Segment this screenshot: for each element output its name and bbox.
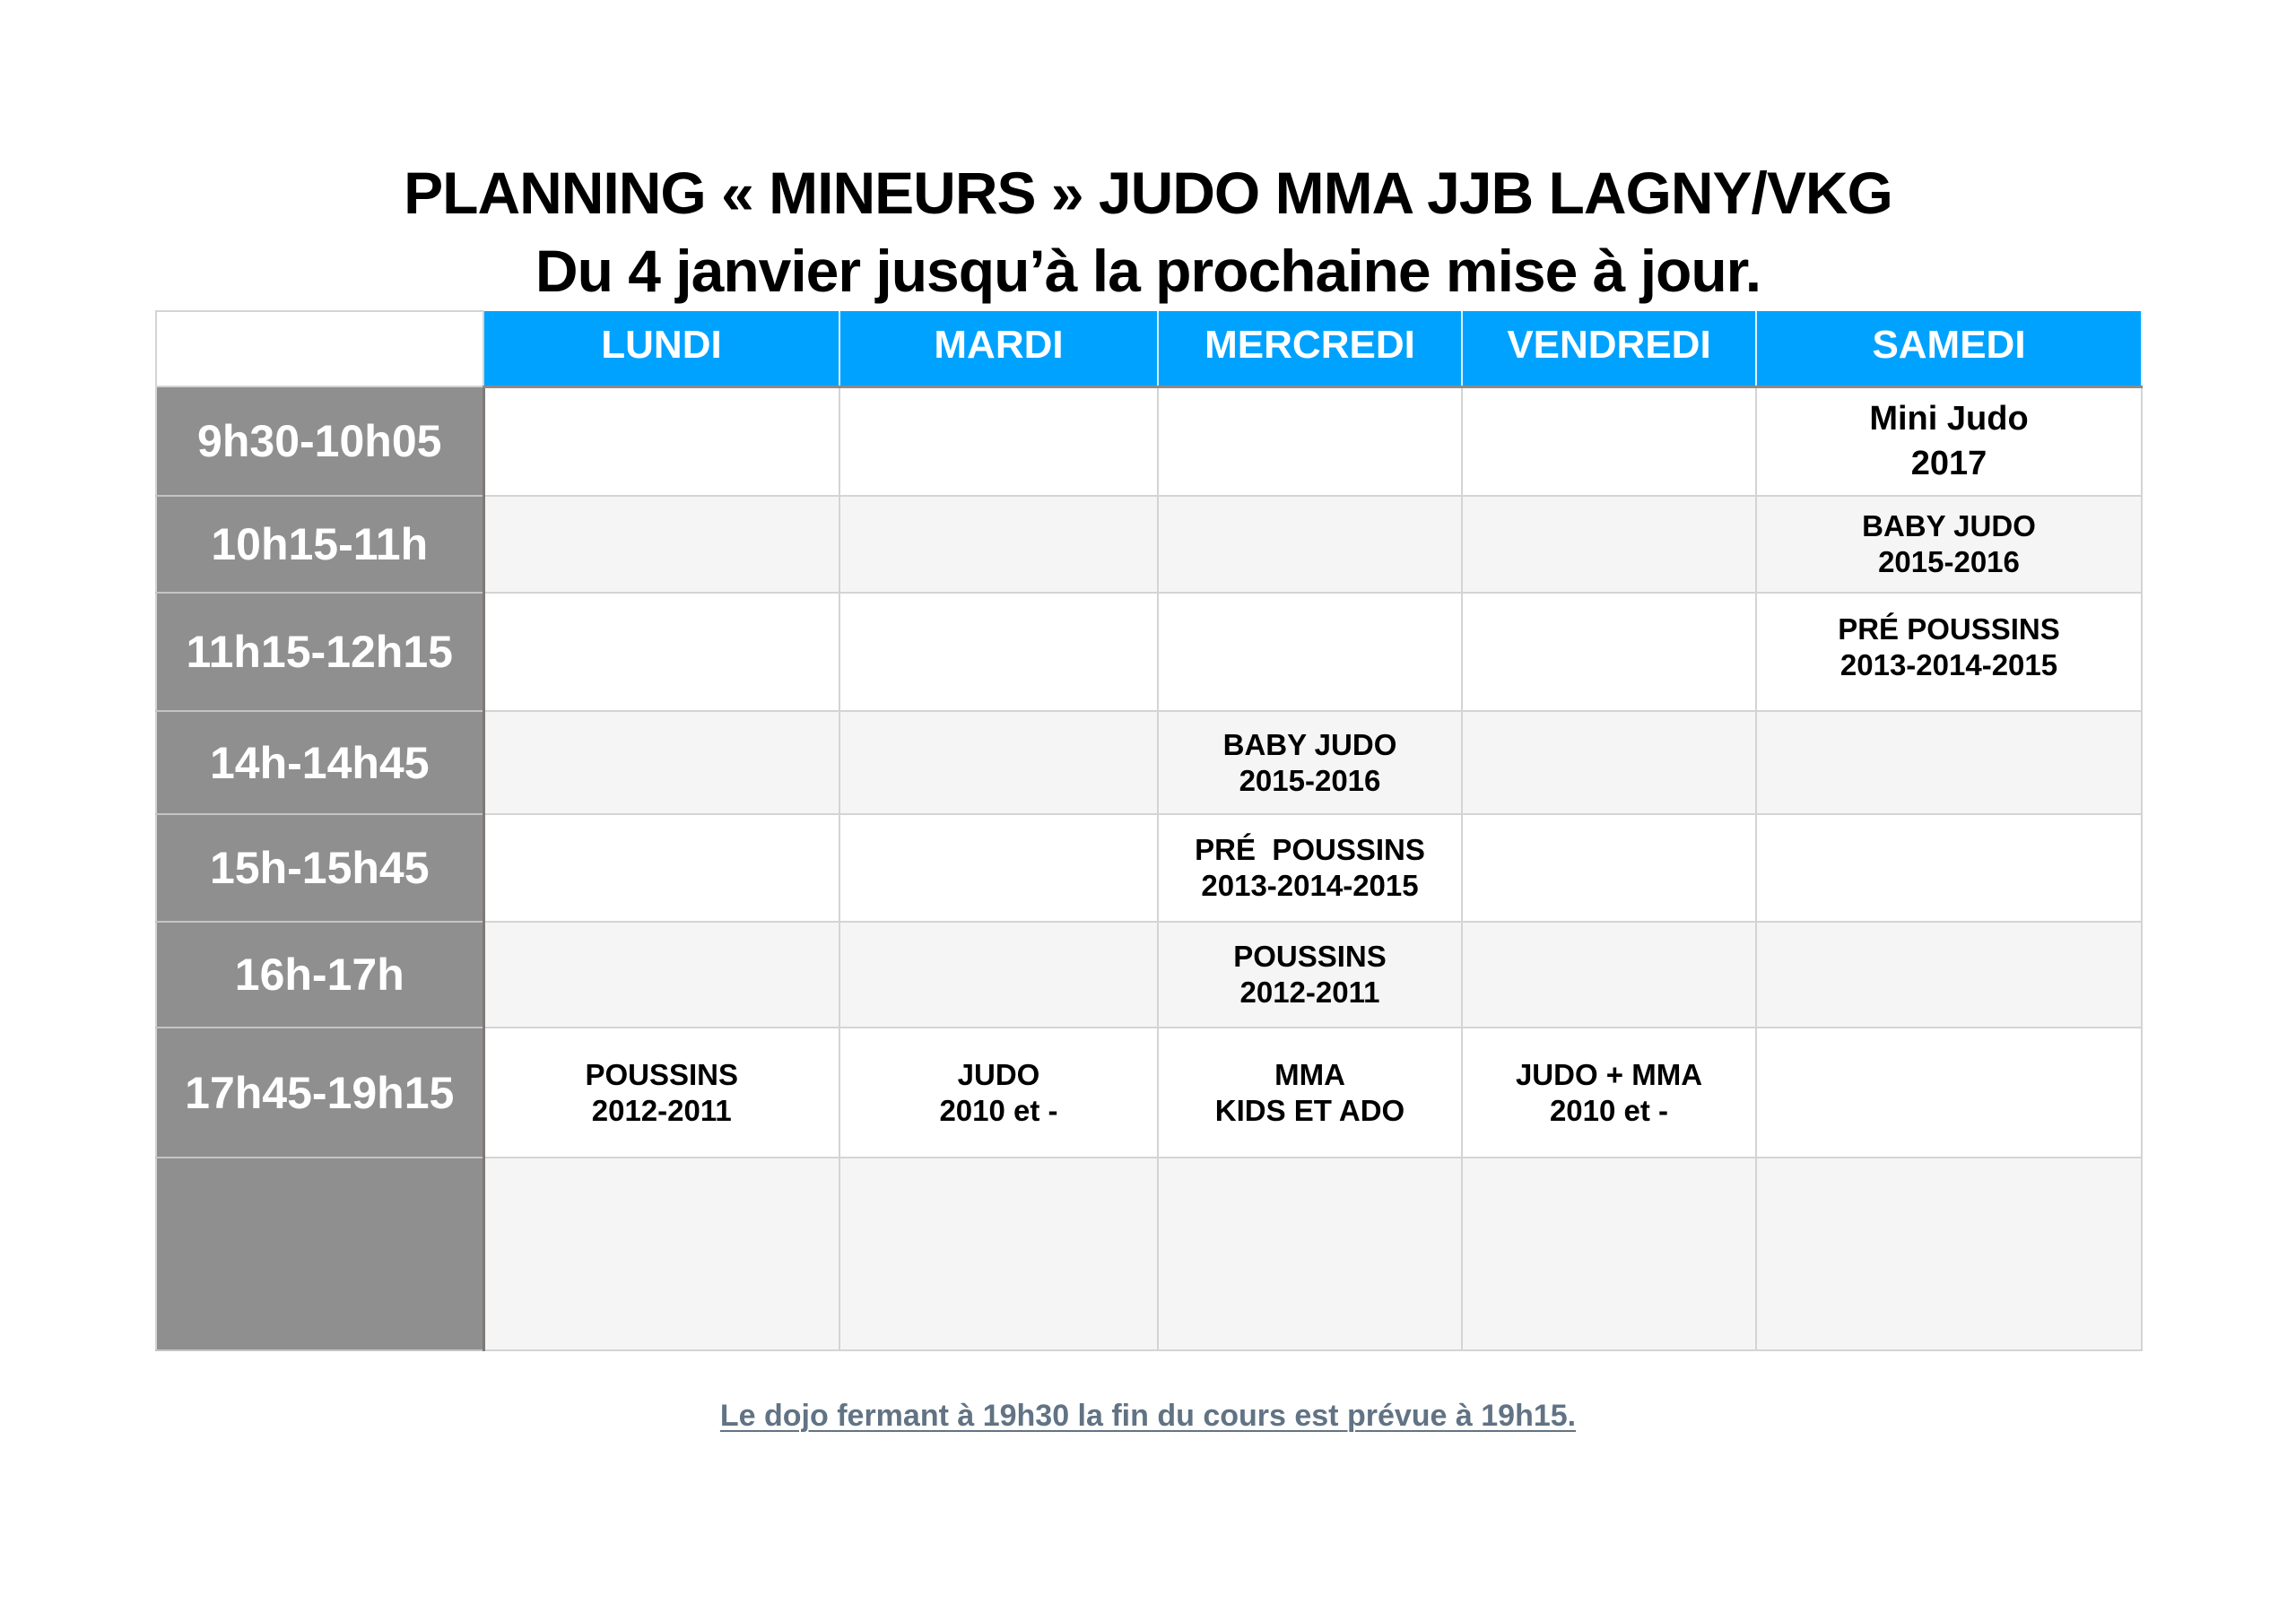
schedule-row (156, 711, 2142, 814)
class-cell (483, 1158, 839, 1350)
schedule-row (156, 386, 2142, 496)
class-cell (1756, 922, 2142, 1028)
class-cell (1462, 593, 1756, 711)
class-cell (1462, 1028, 1756, 1158)
footnote-text: Le dojo fermant à 19h30 la fin du cours est prévue à 19h15. (719, 1399, 1577, 1433)
class-cell (1158, 386, 1462, 496)
class-name: JUDO + MMA (1515, 1057, 1703, 1091)
class-cell (1462, 922, 1756, 1028)
class-cell (1756, 593, 2142, 711)
class-cell (1756, 814, 2142, 922)
day-header-mardi: MARDI (839, 311, 1158, 386)
class-name: Mini Judo (1869, 400, 2029, 438)
day-header-mercredi: MERCREDI (1158, 311, 1462, 386)
class-cell (483, 814, 839, 922)
class-name: BABY JUDO (1862, 509, 2036, 542)
class-cell (1756, 1158, 2142, 1350)
schedule-table (155, 310, 2143, 1351)
class-name: MMA (1274, 1057, 1345, 1091)
schedule-row (156, 496, 2142, 593)
class-cell (1158, 922, 1462, 1028)
footnote (0, 1399, 2296, 1434)
class-cell (483, 1028, 839, 1158)
class-cell (1462, 814, 1756, 922)
class-cell (483, 711, 839, 814)
schedule-row (156, 814, 2142, 922)
class-cell (839, 711, 1158, 814)
page-title: PLANNING « MINEURS » JUDO MMA JJB LAGNY/VKG (404, 160, 1892, 226)
class-name: BABY JUDO (1222, 727, 1397, 761)
class-name: JUDO (957, 1057, 1040, 1091)
time-slot: 16h-17h (156, 922, 483, 1028)
class-cell (839, 1028, 1158, 1158)
class-cell (1462, 711, 1756, 814)
class-name: PRÉ POUSSINS (1195, 833, 1425, 866)
day-header-row (156, 311, 2142, 386)
day-header-vendredi: VENDREDI (1462, 311, 1756, 386)
class-cell (483, 386, 839, 496)
class-years: 2010 et - (1549, 1093, 1669, 1127)
class-years: 2012-2011 (1239, 976, 1380, 1009)
class-cell (1756, 386, 2142, 496)
class-name: POUSSINS (585, 1057, 739, 1091)
class-years: 2010 et - (939, 1093, 1058, 1127)
class-cell (483, 593, 839, 711)
class-cell (1158, 1158, 1462, 1350)
class-years: 2012-2011 (591, 1093, 732, 1127)
class-name: PRÉ POUSSINS (1838, 612, 2060, 646)
time-slot: 9h30-10h05 (156, 386, 483, 496)
class-years: 2015-2016 (1239, 763, 1381, 797)
time-slot: 15h-15h45 (156, 814, 483, 922)
class-cell (483, 496, 839, 593)
class-cell (839, 496, 1158, 593)
class-cell (1158, 496, 1462, 593)
class-cell (1158, 593, 1462, 711)
class-cell (839, 1158, 1158, 1350)
time-slot (156, 1158, 483, 1350)
day-header-samedi: SAMEDI (1756, 311, 2142, 386)
class-years: 2015-2016 (1878, 545, 2020, 578)
class-years: KIDS ET ADO (1214, 1093, 1405, 1127)
class-cell (1158, 1028, 1462, 1158)
time-slot: 14h-14h45 (156, 711, 483, 814)
day-header-lundi: LUNDI (483, 311, 839, 386)
class-cell (1756, 1028, 2142, 1158)
class-cell (483, 922, 839, 1028)
schedule-row-empty (156, 1158, 2142, 1350)
time-slot: 17h45-19h15 (156, 1028, 483, 1158)
class-years: 2013-2014-2015 (1201, 869, 1419, 902)
schedule-row (156, 922, 2142, 1028)
class-name: POUSSINS (1233, 940, 1387, 973)
schedule-row (156, 1028, 2142, 1158)
class-cell (1158, 711, 1462, 814)
class-cell (839, 922, 1158, 1028)
class-years: 2017 (1910, 445, 1987, 483)
class-cell (1462, 496, 1756, 593)
class-cell (1756, 711, 2142, 814)
corner-cell (156, 311, 483, 386)
class-cell (839, 386, 1158, 496)
class-years: 2013-2014-2015 (1839, 648, 2058, 681)
class-cell (1462, 1158, 1756, 1350)
time-slot: 10h15-11h (156, 496, 483, 593)
class-cell (839, 593, 1158, 711)
class-cell (1756, 496, 2142, 593)
time-slot: 11h15-12h15 (156, 593, 483, 711)
class-cell (1462, 386, 1756, 496)
class-cell (1158, 814, 1462, 922)
page-subtitle: Du 4 janvier jusqu’à la prochaine mise à jour. (535, 238, 1761, 304)
schedule-row (156, 593, 2142, 711)
class-cell (839, 814, 1158, 922)
